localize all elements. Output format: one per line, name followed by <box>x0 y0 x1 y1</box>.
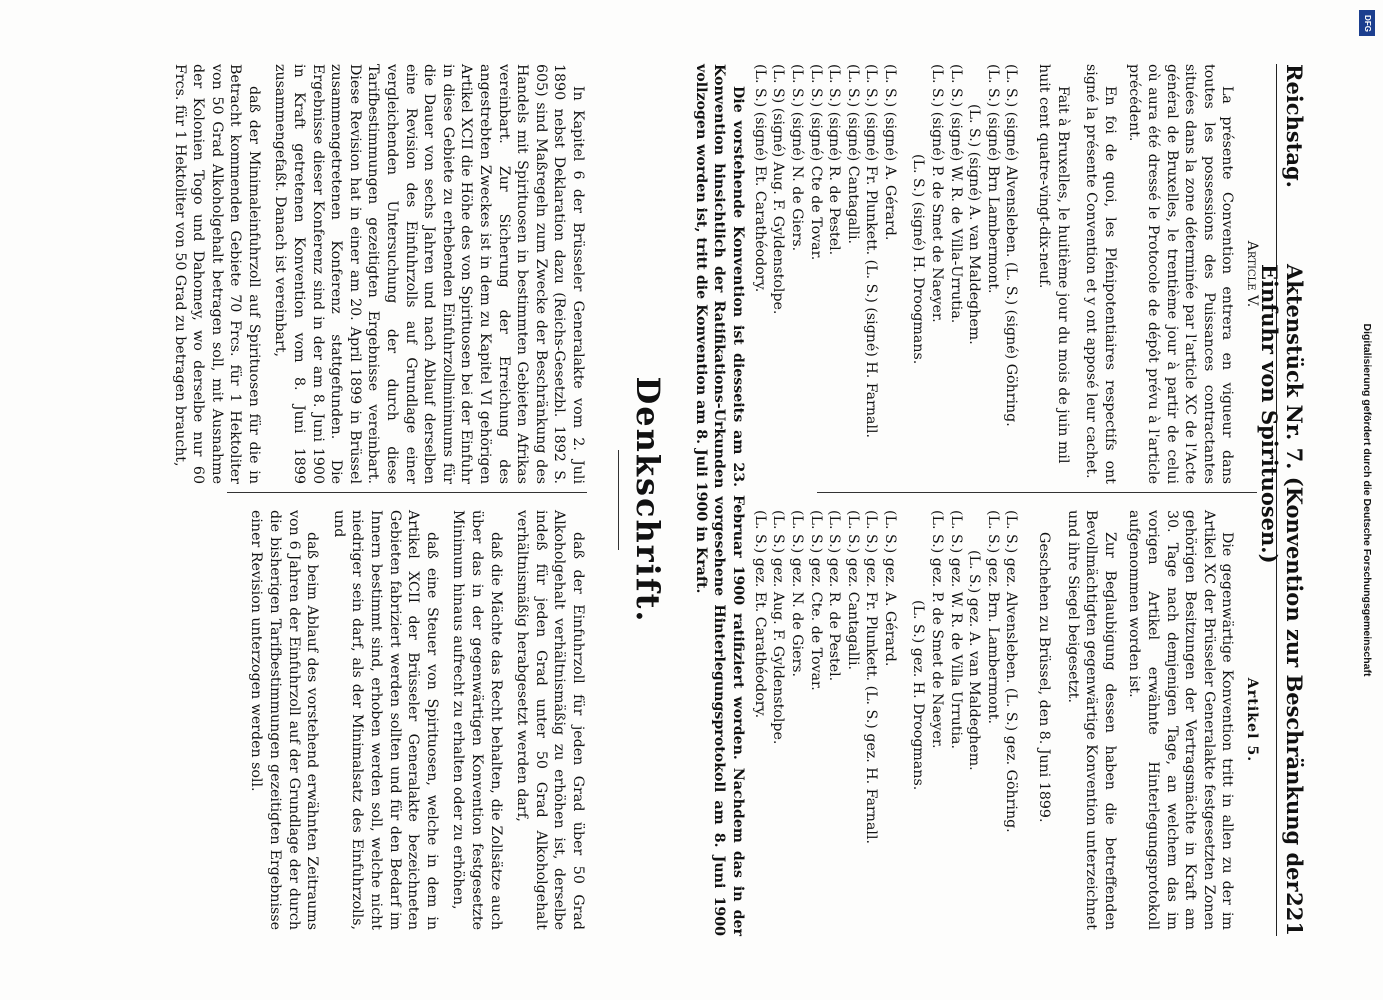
column-divider <box>817 492 1257 493</box>
german-signature: (L. S.) gez. Brn. Lambermont. <box>984 510 1001 725</box>
header-page-number: 221 <box>1281 892 1307 936</box>
french-signature: (L. S.) (signé) N. de Giers. <box>788 64 805 252</box>
german-signature: (L. S.) gez. Alvensleben. (L. S.) gez. Göhring. <box>1002 510 1019 833</box>
german-signature: (L. S.) gez. N. de Giers. <box>788 510 805 678</box>
german-signature: (L. S.) gez. Cantagalli. <box>844 510 861 670</box>
french-signature: (L. S.) (signé) Brn Lambermont. <box>984 64 1001 294</box>
french-signature: (L. S.) (signé) Alvensleben. (L. S.) (signé) Göhring. <box>1002 64 1019 427</box>
rotated-document-page <box>57 40 1327 960</box>
denkschrift-column-divider <box>227 492 587 493</box>
french-column <box>750 64 1261 484</box>
denkschrift-paragraph: daß eine Steuer von Spirituosen, welche in dem in Artikel XCII der Brüsseler Generalakte bezeichneten Gebieten fabriziert werden sollten und für den Bedarf im Innern bestimmt sind, erhoben werden soll, welche nicht niedriger sein darf, als der Minimalsatz des Einfuhrzolls, und <box>330 510 440 930</box>
ratification-note: Die vorstehende Konvention ist diesseits am 23. Februar 1900 ratifiziert worden. Nachdem das in der Konvention hinsichtlich der Ratifikations-Urkunden vorgesehene Hinterlegungsprotokoll am 8. Juni 1900 vollzogen worden ist, tritt die Konvention am 8. Juli 1900 in Kraft. <box>692 64 746 936</box>
dfg-logo: DFG <box>1359 10 1375 36</box>
french-signature: (L. S.) (signé) H. Droogmans. <box>910 154 926 365</box>
title-rule <box>618 450 619 550</box>
german-signature: (L. S.) gez. P. de Smet de Naeyer. <box>928 510 945 749</box>
german-signature: (L. S.) gez. Cte. de Tovar. <box>807 510 824 691</box>
german-signature: (L. S.) gez. H. Droogmans. <box>910 600 926 791</box>
german-signature: (L. S.) gez. A. van Maldeghem. <box>965 550 982 771</box>
french-article-title: Article V. <box>1243 240 1260 308</box>
denkschrift-paragraph: daß der Einfuhrzoll für jeden Grad über 50 Grad Alkoholgehalt verhältnismäßig zu erhöhen ist, derselbe indeß für jeden Grad unter 50 Grad Alkoholgehalt verhältnismäßig herabgesetzt werden darf, <box>513 510 586 930</box>
denkschrift-paragraph: daß die Mächte das Recht behalten, die Zollsätze auch über das in der gegenwärtigen Konvention festgesetzte Minimum hinaus aufrecht zu erhalten oder zu erhöhen, <box>449 510 504 930</box>
french-signature: (L. S.) (signé) Et. Carathéodory. <box>751 64 768 293</box>
digitization-credit: Digitalisierung gefördert durch die Deutsche Forschungsgemeinschaft <box>1361 323 1373 677</box>
header-document-title: Aktenstück Nr. 7. (Konvention zur Beschränkung der Einfuhr von Spirituosen.) <box>1256 264 1307 892</box>
digitization-credit-strip <box>1355 6 1379 994</box>
french-paragraph-2: En foi de quoi, les Plénipotentiaires respectifs ont signé la présente Convention et y ont apposé leur cachet. <box>1082 64 1118 484</box>
german-signature: (L. S.) gez. Fr. Plunkett. (L. S.) gez. H. Farnall. <box>862 510 879 844</box>
french-signature: (L. S.) (signé) Cantagalli. <box>844 64 861 245</box>
french-date: Fait à Bruxelles, le huitième jour du mois de juin mil huit cent quatre-vingt-dix-neuf. <box>1035 64 1071 464</box>
german-signature: (L. S.) gez. W. R. de Villa Urrutia. <box>947 510 964 749</box>
denkschrift-right-column <box>238 510 586 930</box>
german-paragraph-2: Zur Beglaubigung dessen haben die betreffenden Bevollmächtigten gegenwärtige Konvention unterzeichnet und ihre Siegel beigesetzt. <box>1064 510 1118 930</box>
page-header <box>1256 64 1311 936</box>
french-signature: (L. S) (signé) Aug. F. Gyldenstolpe. <box>769 64 786 315</box>
french-signature: (L. S.) (signé) P. de Smet de Naeyer. <box>928 64 945 323</box>
french-signature: (L. S.) (signé) Fr. Plunkett. (L. S.) (signé) H. Farnall. <box>862 64 879 439</box>
german-signature: (L. S.) gez. Aug. F. Gyldenstolpe. <box>769 510 786 745</box>
denkschrift-title: Denkschrift. <box>628 376 667 624</box>
denkschrift-paragraph: daß der Minimaleinfuhrzoll auf Spirituosen für die in Betracht kommenden Gebiete 70 Frcs. für 1 Hektoliter von 50 Grad Alkoholgehalt betragen soll, mit Ausnahme der Kolonien Togo und Dahomey, wo derselbe nur 60 Frcs. für 1 Hektoliter von 50 Grad zu betragen braucht, <box>171 64 262 484</box>
french-signature: (L. S.) (signé) W. R. de Villa-Urrutia. <box>947 64 964 324</box>
french-signature: (L. S.) (signé) A. Gérard. <box>881 64 898 241</box>
german-paragraph-1: Die gegenwärtige Konvention tritt in allen zu der im Artikel XC der Brüsseler Generalakte festgesetzten Zonen gehörigen Besitzungen der Vertragsmächte in Kraft am 30. Tage nach demjenigen Tage, an welchem das im vorigen Artikel erwähnte Hinterlegungsprotokoll aufgenommen worden ist. <box>1125 510 1235 930</box>
header-reichstag: Reichstag. <box>1281 64 1307 188</box>
german-column <box>750 510 1261 930</box>
denkschrift-paragraph: daß beim Ablauf des vorstehend erwähnten Zeitraums von 6 Jahren der Einfuhrzoll auf der Grundlage der durch die bisherigen Tarifbestimmungen gezeitigten Ergebnisse einer Revision unterzogen werden soll. <box>248 510 320 930</box>
german-signature: (L. S.) gez. R. de Pestel. <box>825 510 842 682</box>
french-signature: (L. S.) (signé) Cte de Tovar. <box>807 64 824 261</box>
german-signature: (L. S.) gez. A. Gérard. <box>881 510 898 667</box>
french-signature: (L. S.) (signé) A. van Maldeghem. <box>965 104 982 345</box>
german-signature: (L. S.) gez. Et. Carathéodory. <box>751 510 768 719</box>
denkschrift-left-column <box>161 64 586 484</box>
french-paragraph-1: La présente Convention entrera en vigueur dans toutes les possessions des Puissances contractantes situées dans la zone déterminée par l'article XC de l'Acte général de Bruxelles, le trentième jour à partir de celui où aura été dressé le Protocole de dépôt prévu à l'article précédent. <box>1125 64 1235 484</box>
french-signature: (L. S.) (signé) R. de Pestel. <box>825 64 842 256</box>
denkschrift-paragraph: In Kapitel 6 der Brüsseler Generalakte vom 2. Juli 1890 nebst Deklaration dazu (Reichs-Gesetzbl. 1892 S. 605) sind Maßregeln zum Zwecke der Beschränkung des Handels mit Spirituosen in bestimmten Gebieten Afrikas vereinbart. Zur Sicherung der Erreichung des angestrebten Zweckes ist in dem zu Kapitel VI gehörigen Artikel XCII die Höhe des von Spirituosen bei der Einfuhr in diese Gebiete zu erhebenden Einfuhrzollminimums für die Dauer von sechs Jahren und nach Ablauf derselben eine Revision des Einfuhrzolls auf Grundlage einer vergleichenden Untersuchung der durch diese Tarifbestimmungen gezeitigten Ergebnisse vereinbart. Diese Revision hat in einer am 20. April 1899 in Brüssel zusammengetretenen Konferenz stattgefunden. Die Ergebnisse dieser Konferenz sind in der am 8. Juni 1900 in Kraft getretenen Konvention vom 8. Juni 1899 zusammengefaßt. Danach ist vereinbart, <box>272 64 586 484</box>
german-date: Geschehen zu Brüssel, den 8. Juni 1899. <box>1035 532 1052 823</box>
german-article-title: Artikel 5. <box>1243 677 1260 763</box>
